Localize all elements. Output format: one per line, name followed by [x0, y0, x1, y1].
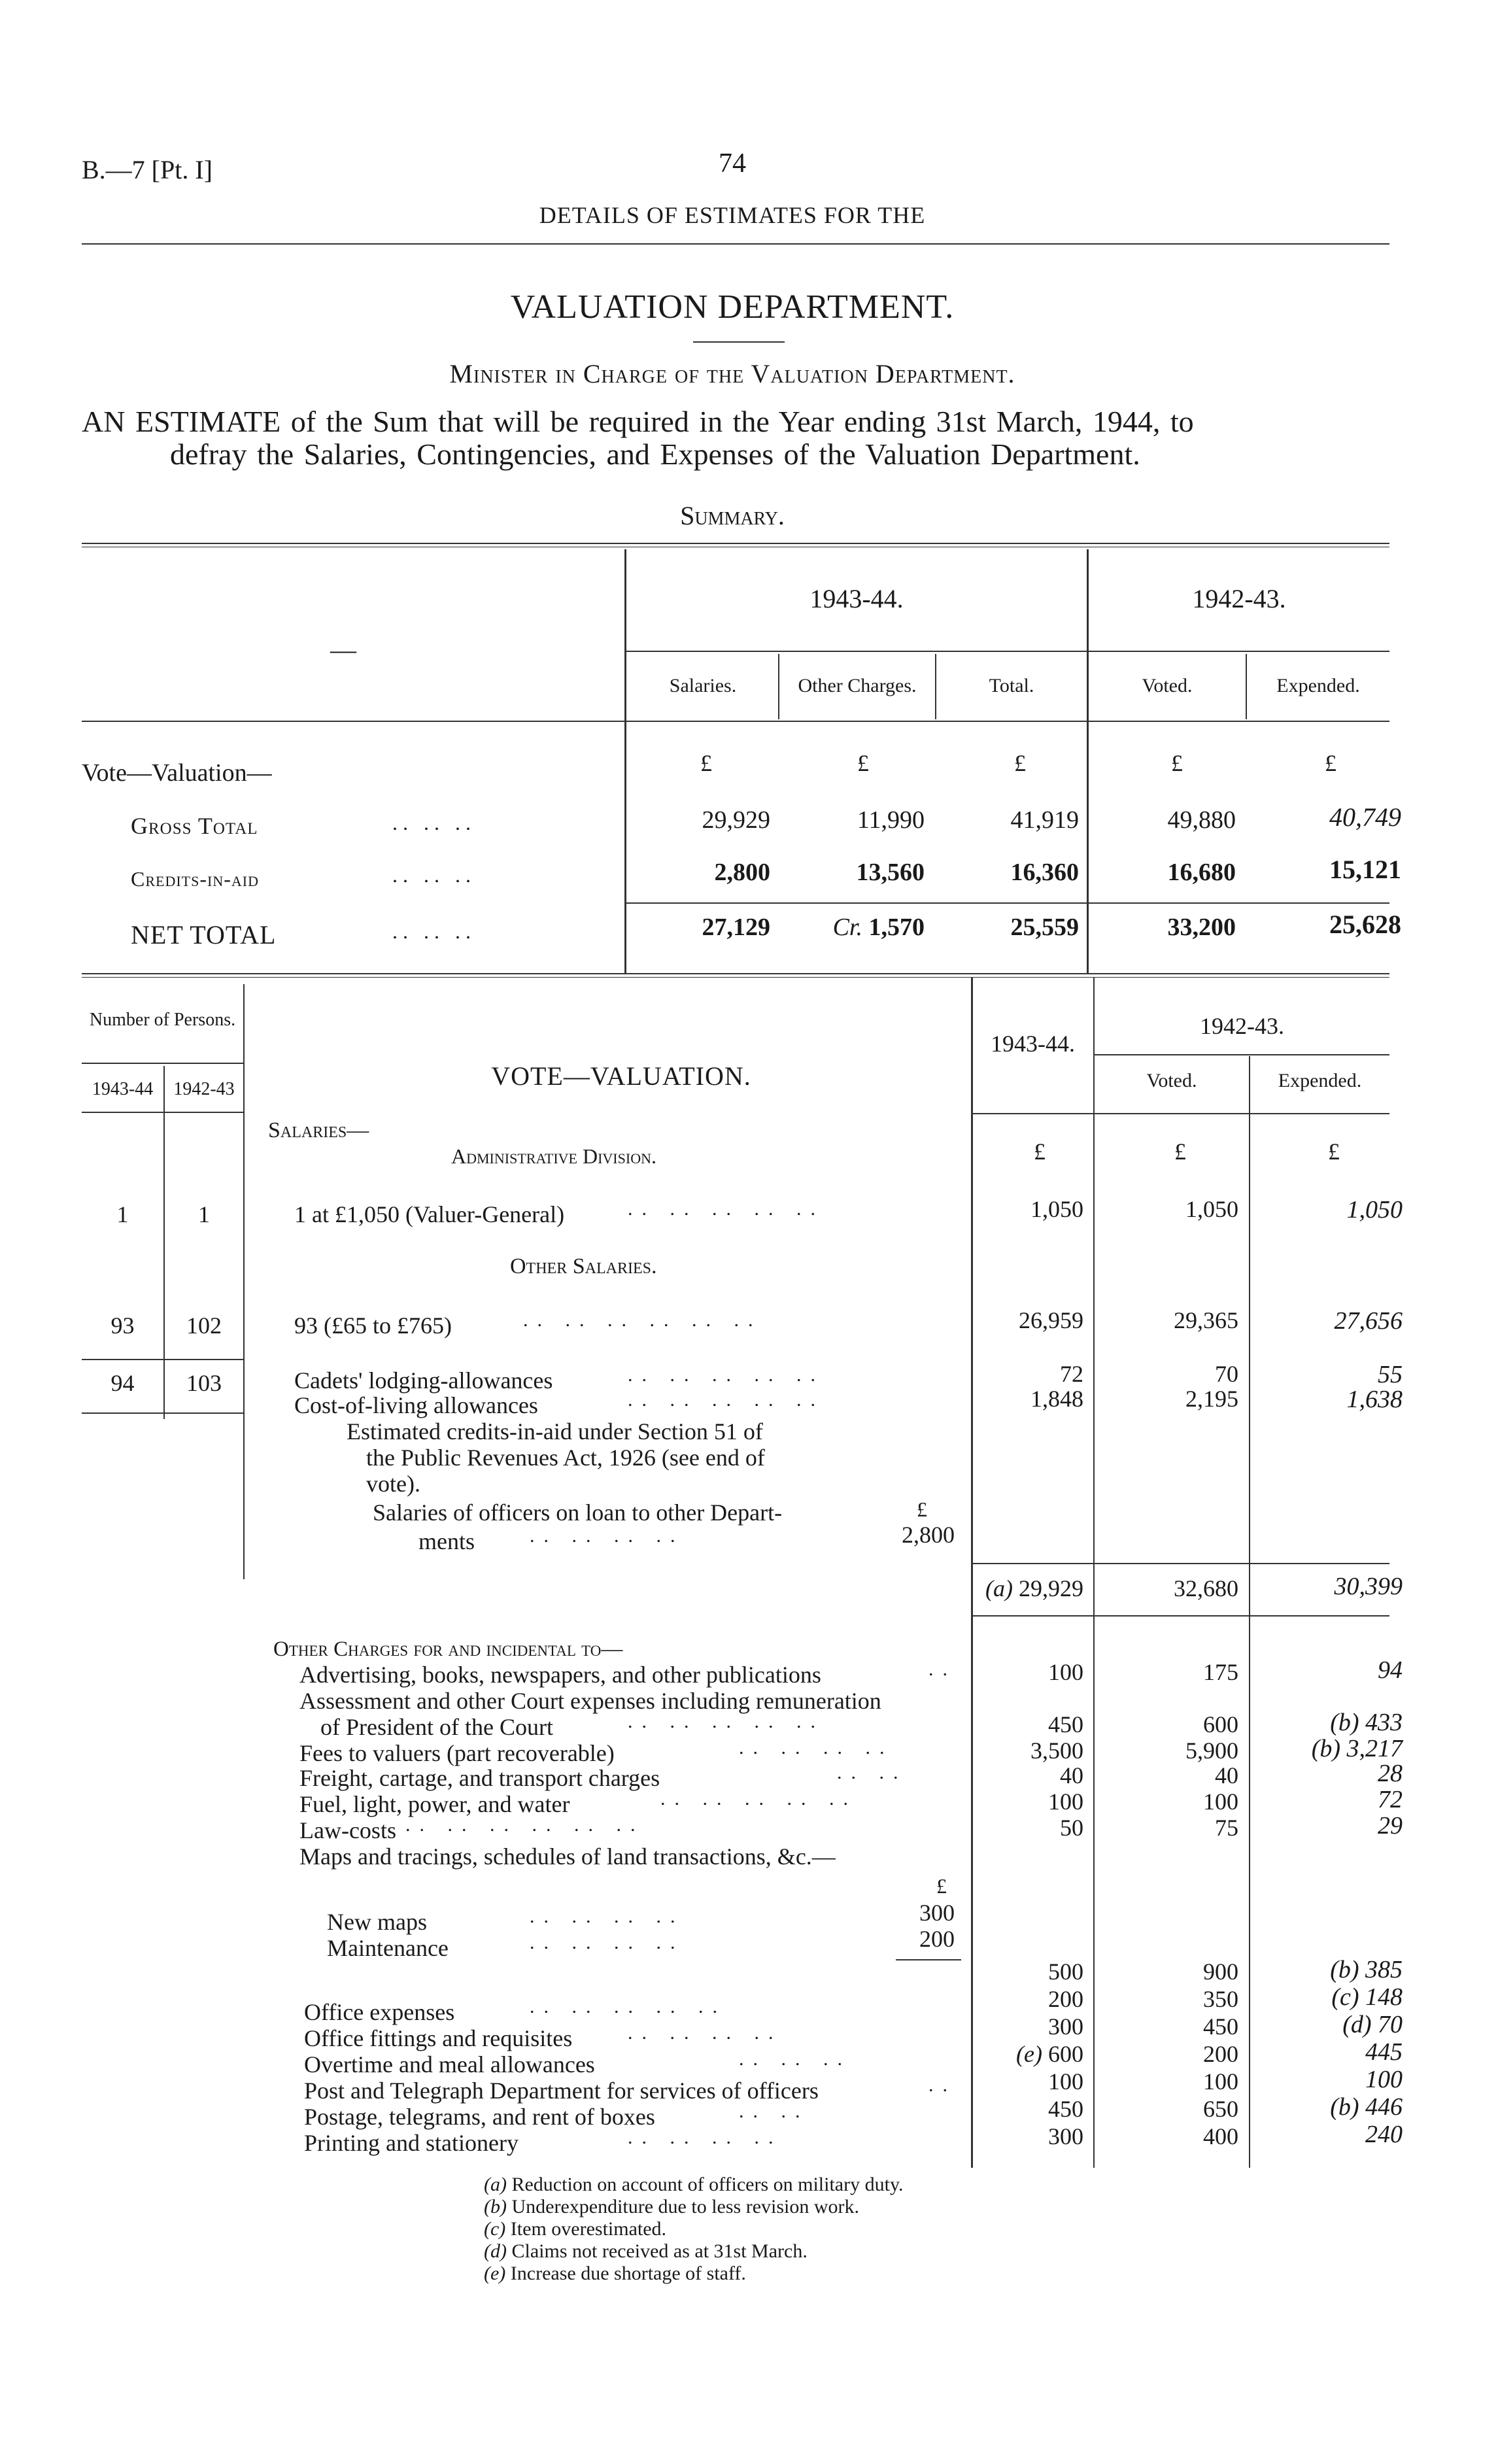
item-label: Fuel, light, power, and water [299, 1791, 570, 1817]
footnote-mark: (e) [484, 2263, 506, 2284]
amount-expended: 28 [1378, 1760, 1403, 1787]
prior-group-rule [1093, 1054, 1389, 1055]
detail-col-expended: Expended. [1278, 1070, 1362, 1091]
amount-current: 100 [1048, 1659, 1083, 1685]
item-label: Law-costs [299, 1817, 396, 1843]
expended-value: 385 [1365, 1956, 1403, 1983]
summary-col-expended: Expended. [1276, 675, 1360, 696]
summary-group-rule [624, 651, 1389, 652]
amount-voted: 200 [1203, 2041, 1238, 2067]
footnote-text: Increase due shortage of staff. [510, 2263, 746, 2284]
footnote-ref: (b) [1330, 1956, 1359, 1983]
amount-expended: 29 [1378, 1812, 1403, 1839]
credits-pound: £ [917, 1497, 927, 1521]
minister-line: Minister in Charge of the Valuation Department. [449, 359, 1015, 388]
leader-dots: .. .. .. .. [628, 2022, 783, 2044]
item-label: Freight, cartage, and transport charges [299, 1765, 660, 1791]
amount-current: 40 [1060, 1762, 1083, 1788]
amount-expended: 1,050 [1346, 1196, 1403, 1223]
amount-expended [1250, 1955, 1403, 1984]
credits-note-line: Salaries of officers on loan to other Depart- [373, 1499, 783, 1526]
item-label: Cadets' lodging-allowances [294, 1367, 553, 1394]
amount-expended: 240 [1365, 2121, 1403, 2148]
summary-cell: 13,560 [856, 859, 925, 886]
department-title: VALUATION DEPARTMENT. [510, 288, 955, 326]
summary-group-prior: 1942-43. [1192, 584, 1286, 613]
amount-current: 26,959 [1019, 1307, 1083, 1333]
footnote-ref: (d) [1342, 2011, 1372, 2038]
summary-top-rule [82, 543, 1389, 544]
summary-header-rule [82, 721, 1389, 722]
summary-cell: 16,360 [1010, 859, 1079, 886]
salary-subtotal-current [972, 1575, 1083, 1602]
summary-cell: 27,129 [702, 914, 770, 941]
persons-prior: 102 [186, 1312, 222, 1339]
subtotal-value: 29,929 [1019, 1575, 1083, 1601]
leader-dots: .. .. .. .. [628, 2127, 783, 2148]
amount-current: 100 [1048, 1788, 1083, 1815]
item-label: Postage, telegrams, and rent of boxes [304, 2104, 655, 2130]
footnote-ref: (a) [985, 1575, 1013, 1601]
detail-col-current: 1943-44. [991, 1031, 1075, 1057]
amount-voted: 29,365 [1174, 1307, 1238, 1333]
amount-voted: 400 [1203, 2123, 1238, 2149]
footnote-ref: (b) [1330, 2093, 1359, 2121]
summary-vote-label: Vote—Valuation— [82, 759, 272, 787]
summary-group-current: 1943-44. [809, 584, 904, 613]
persons-current: 1 [116, 1201, 129, 1227]
leader-dots: .. .. .. .. .. [628, 1389, 825, 1411]
credits-note-line: ments [418, 1528, 475, 1554]
expended-value: 446 [1365, 2093, 1403, 2121]
leader-dots: .. [928, 2074, 957, 2096]
amount-voted: 900 [1203, 1959, 1238, 1985]
amount-voted: 1,050 [1185, 1196, 1238, 1222]
amount-header-rule [971, 1113, 1389, 1114]
other-salaries-heading: Other Salaries. [510, 1254, 657, 1278]
item-label: Office expenses [304, 1999, 455, 2025]
summary-cell: 11,990 [857, 806, 925, 834]
summary-pound: £ [1171, 750, 1183, 776]
salary-subtotal-expended: 30,399 [1334, 1573, 1403, 1600]
footnote [484, 2240, 808, 2263]
amount-voted: 40 [1215, 1762, 1238, 1788]
amount-voted: 2,195 [1185, 1386, 1238, 1412]
credits-note-line: the Public Revenues Act, 1926 (see end of [366, 1445, 765, 1471]
footnote [484, 2196, 859, 2218]
persons-total-rule [82, 1412, 243, 1414]
leader-dots: .. .. [739, 2100, 809, 2122]
summary-cell: 25,628 [1329, 910, 1401, 939]
detail-col-voted: Voted. [1146, 1070, 1197, 1091]
footnote-text: Claims not received as at 31st March. [511, 2240, 808, 2262]
header-rule [82, 243, 1389, 245]
page-number: 74 [719, 148, 746, 179]
item-label: Advertising, books, newspapers, and other publications [299, 1662, 821, 1688]
leader-dots: .. .. .. [392, 919, 476, 943]
expended-value: 433 [1365, 1709, 1403, 1736]
item-label: Office fittings and requisites [304, 2025, 573, 2051]
amount-expended: 94 [1378, 1656, 1403, 1684]
amount-voted: 5,900 [1185, 1737, 1238, 1764]
amount-expended: 100 [1365, 2066, 1403, 2093]
amount-expended: 55 [1378, 1361, 1403, 1388]
amount-current: 50 [1060, 1815, 1083, 1841]
amount-voted: 350 [1203, 1986, 1238, 2012]
estimate-line-2: defray the Salaries, Contingencies, and Expenses of the Valuation Department. [170, 437, 1140, 471]
footnote-ref: (b) [1311, 1735, 1340, 1762]
amount-current: 1,050 [1030, 1196, 1083, 1222]
detail-pound: £ [1034, 1138, 1046, 1165]
leader-dots: .. .. .. .. .. [628, 1711, 825, 1732]
leader-dots: .. .. .. .. .. .. [523, 1309, 762, 1331]
leader-dots: .. .. .. .. .. [628, 1198, 825, 1220]
expended-value: 70 [1378, 2011, 1403, 2038]
maps-pound: £ [936, 1874, 947, 1898]
item-label: New maps [327, 1909, 427, 1935]
item-label: 93 (£65 to £765) [294, 1312, 452, 1339]
amount-current [972, 2040, 1083, 2068]
amount-expended: 445 [1365, 2038, 1403, 2066]
footnote-text: Underexpenditure due to less revision work. [511, 2196, 860, 2217]
running-title: DETAILS OF ESTIMATES FOR THE [539, 202, 926, 228]
credits-amount: 2,800 [902, 1522, 955, 1548]
detail-col-prior: 1942-43. [1200, 1013, 1284, 1039]
amount-current: 100 [1048, 2068, 1083, 2095]
summary-cell: 25,559 [1010, 914, 1079, 941]
current-value: 600 [1048, 2041, 1083, 2067]
item-label: Maintenance [327, 1935, 449, 1961]
summary-bottom-rule-2 [82, 977, 1389, 978]
footnote-ref: (e) [1016, 2041, 1042, 2067]
item-label: Post and Telegraph Department for services of officers [304, 2078, 819, 2104]
summary-title: Summary. [680, 501, 785, 530]
summary-divider [624, 549, 626, 974]
leader-dots: .. .. [837, 1762, 908, 1783]
salary-subtotal-voted: 32,680 [1174, 1575, 1238, 1601]
summary-pound: £ [700, 750, 712, 776]
leader-dots: .. .. .. .. .. [628, 1364, 825, 1386]
amount-expended [1250, 1983, 1403, 2011]
amount-voted: 450 [1203, 2013, 1238, 2040]
amount-voted: 650 [1203, 2096, 1238, 2122]
persons-header-rule [82, 1063, 243, 1064]
footnote [484, 2218, 666, 2240]
item-label: Assessment and other Court expenses including remuneration [299, 1688, 881, 1714]
summary-row-label: NET TOTAL [131, 920, 277, 950]
leader-dots: .. .. .. [392, 811, 476, 834]
footnote-mark: (d) [484, 2240, 507, 2262]
item-label-continued: of President of the Court [320, 1714, 553, 1740]
amount-expended: 72 [1378, 1786, 1403, 1813]
amount-current: 300 [1048, 2123, 1083, 2149]
summary-col-voted: Voted. [1142, 675, 1193, 696]
summary-cell: 49,880 [1167, 806, 1236, 834]
item-label: Printing and stationery [304, 2130, 519, 2156]
amount-expended [1250, 2093, 1403, 2121]
summary-cell: 16,680 [1167, 859, 1236, 886]
summary-cell: 33,200 [1167, 914, 1236, 941]
detail-pound: £ [1328, 1138, 1340, 1165]
administrative-division-heading: Administrative Division. [451, 1144, 656, 1168]
amount-voted: 70 [1215, 1361, 1238, 1387]
persons-current: 93 [111, 1312, 135, 1339]
persons-col-current: 1943-44 [92, 1079, 154, 1099]
leader-dots: .. .. .. .. [530, 1932, 685, 1953]
salary-subtotal-rule [971, 1615, 1389, 1617]
amount-current: 1,848 [1030, 1386, 1083, 1412]
amount-expended [1250, 1708, 1403, 1737]
summary-col-total: Total. [989, 675, 1034, 696]
salary-subtotal-rule [971, 1563, 1389, 1564]
summary-stub-dash: — [330, 635, 356, 664]
footnote-mark: (a) [484, 2174, 507, 2195]
amount-current: 450 [1048, 2096, 1083, 2122]
credits-note-line: Estimated credits-in-aid under Section 51 of [347, 1418, 763, 1445]
amount-current: 500 [1048, 1959, 1083, 1985]
detail-pound: £ [1174, 1138, 1186, 1165]
footnote-ref: (b) [1330, 1709, 1359, 1736]
item-label: Cost-of-living allowances [294, 1392, 538, 1418]
amount-current: 300 [1048, 2013, 1083, 2040]
summary-pound: £ [857, 750, 869, 776]
document-reference: B.—7 [Pt. I] [82, 155, 213, 184]
expended-value: 148 [1365, 1983, 1403, 2011]
summary-cell: 41,919 [1010, 806, 1079, 834]
salaries-heading: Salaries— [268, 1118, 369, 1142]
summary-row-label: Credits-in-aid [131, 867, 259, 891]
credit-value: 1,570 [868, 914, 925, 941]
footnote-text: Reduction on account of officers on military duty. [511, 2174, 904, 2195]
footnote-mark: (b) [484, 2196, 507, 2217]
summary-cell: 15,121 [1329, 855, 1401, 884]
summary-pound: £ [1325, 750, 1336, 776]
footnote-ref: (c) [1331, 1983, 1359, 2011]
credits-note-line: vote). [366, 1471, 420, 1497]
amount-current: 450 [1048, 1711, 1083, 1737]
leader-dots: .. .. .. .. [739, 1737, 894, 1758]
leader-dots: .. .. .. .. [530, 1525, 685, 1547]
footnote [484, 2263, 746, 2285]
maps-sub-amount: 300 [919, 1900, 955, 1926]
amount-current: 72 [1060, 1361, 1083, 1387]
amount-voted: 100 [1203, 2068, 1238, 2095]
item-label: 1 at £1,050 (Valuer-General) [294, 1201, 565, 1227]
maps-sum-rule [896, 1959, 961, 1960]
footnote-text: Item overestimated. [510, 2218, 667, 2240]
leader-dots: .. [928, 1658, 957, 1680]
item-label: Maps and tracings, schedules of land transactions, &c.— [299, 1843, 836, 1870]
persons-header-rule [82, 1112, 243, 1113]
persons-divider [243, 984, 245, 1579]
maps-sub-amount: 200 [919, 1926, 955, 1952]
summary-cell: 29,929 [702, 806, 770, 834]
summary-row-label: Gross Total [131, 813, 258, 839]
amount-voted: 175 [1203, 1659, 1238, 1685]
leader-dots: .. .. .. .. [530, 1906, 685, 1927]
summary-cell [779, 913, 925, 942]
credit-prefix: Cr. [832, 914, 862, 941]
amount-voted: 600 [1203, 1711, 1238, 1737]
summary-pound: £ [1014, 750, 1026, 776]
summary-bottom-rule [82, 973, 1389, 974]
amount-voted: 75 [1215, 1815, 1238, 1841]
amount-current: 200 [1048, 1986, 1083, 2012]
number-of-persons-header: Number of Persons. [89, 1010, 236, 1030]
footnote [484, 2174, 904, 2196]
vote-title: VOTE—VALUATION. [491, 1061, 751, 1091]
title-rule [693, 341, 785, 343]
persons-col-prior: 1942-43 [173, 1079, 235, 1099]
persons-prior-total: 103 [186, 1370, 222, 1396]
amount-current: 3,500 [1030, 1737, 1083, 1764]
persons-prior: 1 [198, 1201, 210, 1227]
leader-dots: .. .. .. .. .. [660, 1788, 857, 1809]
amount-expended [1250, 2010, 1403, 2039]
persons-total-rule [82, 1359, 243, 1360]
summary-net-rule [624, 902, 1389, 904]
summary-cell: 2,800 [714, 859, 770, 886]
footnote-mark: (c) [484, 2218, 506, 2240]
estimate-line-1: AN ESTIMATE of the Sum that will be required in the Year ending 31st March, 1944, to [82, 405, 1194, 438]
other-charges-heading: Other Charges for and incidental to— [273, 1637, 623, 1661]
leader-dots: .. .. .. [739, 2048, 851, 2070]
leader-dots: .. .. .. .. .. [530, 1996, 726, 2017]
leader-dots: .. .. .. [392, 863, 476, 887]
summary-col-other: Other Charges. [798, 675, 917, 696]
item-label: Overtime and meal allowances [304, 2051, 595, 2078]
leader-dots: .. .. .. .. .. .. [405, 1814, 645, 1836]
persons-divider [163, 1066, 165, 1419]
summary-col-salaries: Salaries. [669, 675, 737, 696]
item-label: Fees to valuers (part recoverable) [299, 1740, 615, 1766]
amount-expended: 1,638 [1346, 1386, 1403, 1413]
expended-value: 3,217 [1346, 1735, 1403, 1762]
amount-expended: 27,656 [1334, 1307, 1403, 1335]
summary-cell: 40,749 [1329, 802, 1401, 832]
amount-voted: 100 [1203, 1788, 1238, 1815]
persons-current-total: 94 [111, 1370, 135, 1396]
